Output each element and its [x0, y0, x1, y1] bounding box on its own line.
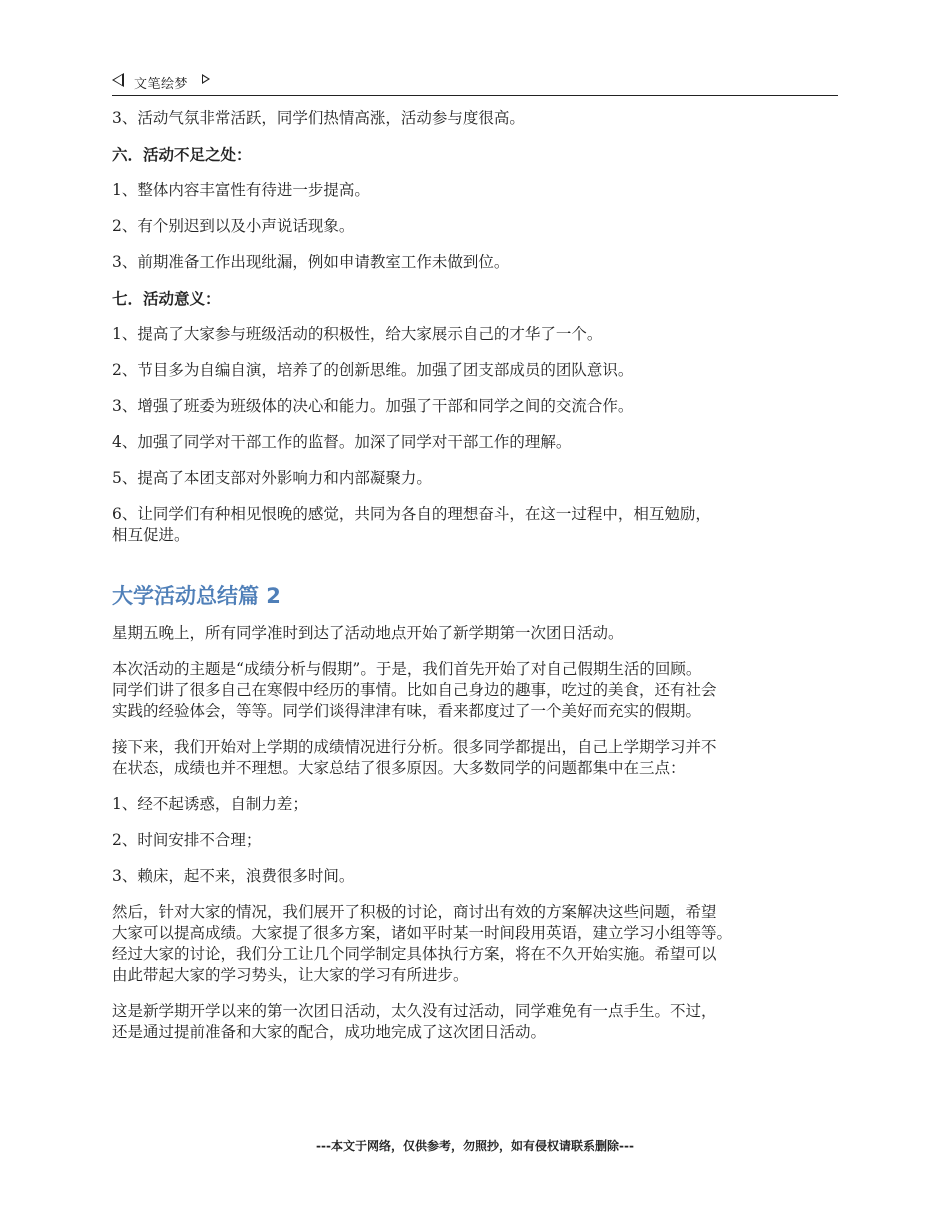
paragraph: 星期五晚上，所有同学准时到达了活动地点开始了新学期第一次团日活动。 — [112, 624, 624, 642]
footer-disclaimer: ---本文于网络，仅供参考，勿照抄，如有侵权请联系删除--- — [316, 1139, 634, 1153]
header-brand: 文笔绘梦 — [134, 77, 189, 92]
paragraph: 然后，针对大家的情况，我们展开了积极的讨论，商讨出有效的方案解决这些问题，希望 大家可以提高成绩。大家提了很多方案，诸如平时某一时间段用英语，建立学习小组等等。 经过大家的讨论，我们分工让几个同学制定具体执行方案，将在不久开始实施。希望可以 由此带起大家的学习势头，让大家的学习有所进步。 — [112, 903, 733, 984]
list-item: 2、有个别迟到以及小声说话现象。 — [112, 217, 355, 235]
list-item: 4、加强了同学对干部工作的监督。加深了同学对干部工作的理解。 — [112, 433, 572, 451]
paragraph: 接下来，我们开始对上学期的成绩情况进行分析。很多同学都提出，自己上学期学习并不 在状态，成绩也并不理想。大家总结了很多原因。大多数同学的问题都集中在三点： — [112, 738, 717, 777]
list-item: 6、让同学们有种相见恨晚的感觉，共同为各自的理想奋斗，在这一过程中，相互勉励， 相互促进。 — [112, 505, 711, 544]
paragraph: 本次活动的主题是“成绩分析与假期”。于是，我们首先开始了对自己假期生活的回顾。 同学们讲了很多自己在寒假中经历的事情。比如自己身边的趣事，吃过的美食，还有社会 实践的经验体会，等等。同学们谈得津津有味，看来都度过了一个美好而充实的假期。 — [112, 660, 717, 720]
list-item: 5、提高了本团支部对外影响力和内部凝聚力。 — [112, 469, 432, 487]
article-title: 大学活动总结篇 2 — [112, 584, 281, 608]
triangle-right-icon — [202, 74, 210, 84]
list-item: 2、时间安排不合理； — [112, 831, 262, 849]
list-item: 1、经不起诱惑，自制力差； — [112, 795, 308, 813]
list-item: 2、节目多为自编自演，培养了的创新思维。加强了团支部成员的团队意识。 — [112, 361, 634, 379]
list-item: 3、增强了班委为班级体的决心和能力。加强了干部和同学之间的交流合作。 — [112, 397, 634, 415]
list-item: 3、赖床，起不来，浪费很多时间。 — [112, 867, 355, 885]
page-header — [112, 70, 838, 96]
list-item: 1、提高了大家参与班级活动的积极性，给大家展示自己的才华了一个。 — [112, 325, 603, 343]
section-heading-shortcomings: 六．活动不足之处： — [112, 145, 252, 164]
section-heading-meaning: 七．活动意义： — [112, 289, 221, 308]
document-body — [112, 108, 842, 1058]
list-item: 3、前期准备工作出现纰漏，例如申请教室工作未做到位。 — [112, 253, 510, 271]
paragraph: 这是新学期开学以来的第一次团日活动，太久没有过活动，同学难免有一点手生。不过， 还是通过提前准备和大家的配合，成功地完成了这次团日活动。 — [112, 1002, 717, 1041]
triangle-left-icon — [112, 73, 124, 87]
list-item: 1、整体内容丰富性有待进一步提高。 — [112, 181, 370, 199]
paragraph: 3、活动气氛非常活跃，同学们热情高涨，活动参与度很高。 — [112, 109, 525, 127]
